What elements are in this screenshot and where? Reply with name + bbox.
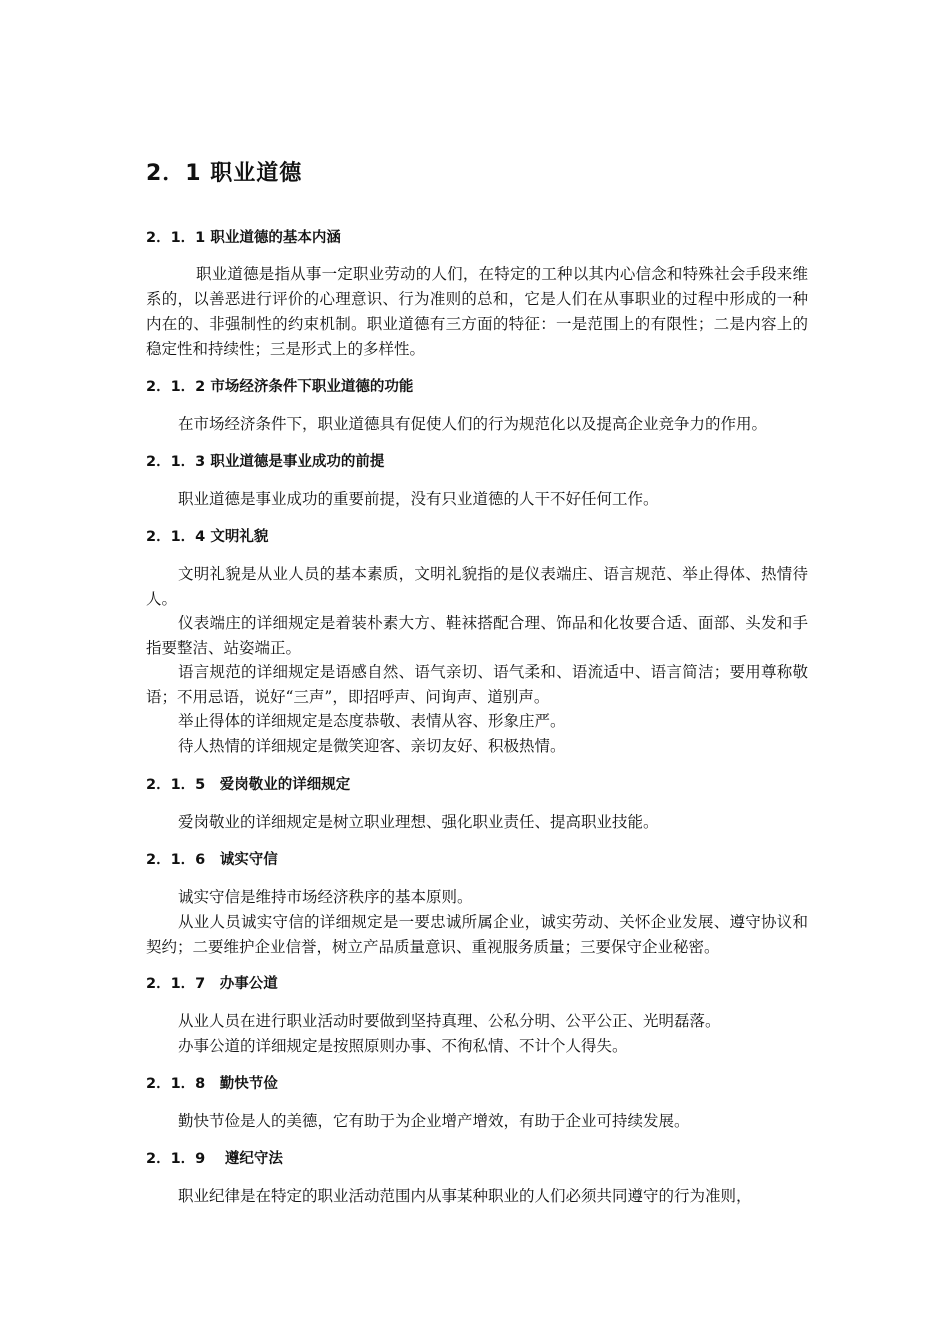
paragraph: 办事公道的详细规定是按照原则办事、不徇私情、不计个人得失。 bbox=[178, 1037, 628, 1055]
paragraph: 职业纪律是在特定的职业活动范围内从事某种职业的人们必须共同遵守的行为准则， bbox=[178, 1187, 752, 1205]
section-title: 2．1 职业道德 bbox=[146, 161, 303, 186]
paragraph: 爱岗敬业的详细规定是树立职业理想、强化职业责任、提高职业技能。 bbox=[178, 813, 659, 831]
subsection-heading-2-1-4: 2．1．4 文明礼貌 bbox=[146, 529, 269, 545]
subsection-heading-2-1-9: 2．1．9 遵纪守法 bbox=[146, 1151, 283, 1167]
paragraph: 诚实守信是维持市场经济秩序的基本原则。 bbox=[178, 888, 473, 906]
paragraph: 从业人员在进行职业活动时要做到坚持真理、公私分明、公平公正、光明磊落。 bbox=[178, 1012, 721, 1030]
paragraph: 勤快节俭是人的美德，它有助于为企业增产增效，有助于企业可持续发展。 bbox=[178, 1112, 690, 1130]
paragraph: 语言规范的详细规定是语感自然、语气亲切、语气柔和、语流适中、语言简洁；要用尊称敬语；不用忌语，说好“三声”，即招呼声、问询声、道别声。 bbox=[146, 663, 808, 706]
subsection-heading-2-1-5: 2．1．5 爱岗敬业的详细规定 bbox=[146, 777, 351, 793]
subsection-heading-2-1-6: 2．1．6 诚实守信 bbox=[146, 852, 278, 868]
subsection-heading-2-1-1: 2．1．1 职业道德的基本内涵 bbox=[146, 230, 341, 246]
subsection-heading-2-1-7: 2．1．7 办事公道 bbox=[146, 976, 278, 992]
paragraph: 仪表端庄的详细规定是着装朴素大方、鞋袜搭配合理、饰品和化妆要合适、面部、头发和手指要整洁、站姿端正。 bbox=[146, 614, 808, 657]
paragraph: 从业人员诚实守信的详细规定是一要忠诚所属企业，诚实劳动、关怀企业发展、遵守协议和契约；二要维护企业信誉，树立产品质量意识、重视服务质量；三要保守企业秘密。 bbox=[146, 913, 808, 956]
paragraph: 待人热情的详细规定是微笑迎客、亲切友好、积极热情。 bbox=[178, 737, 566, 755]
paragraph: 职业道德是事业成功的重要前提，没有只业道德的人干不好任何工作。 bbox=[178, 490, 659, 508]
subsection-heading-2-1-2: 2．1．2 市场经济条件下职业道德的功能 bbox=[146, 379, 414, 395]
subsection-heading-2-1-8: 2．1．8 勤快节俭 bbox=[146, 1076, 278, 1092]
paragraph: 在市场经济条件下，职业道德具有促使人们的行为规范化以及提高企业竞争力的作用。 bbox=[178, 415, 768, 433]
paragraph: 举止得体的详细规定是态度恭敬、表情从容、形象庄严。 bbox=[178, 712, 566, 730]
subsection-heading-2-1-3: 2．1．3 职业道德是事业成功的前提 bbox=[146, 454, 385, 470]
paragraph: 文明礼貌是从业人员的基本素质，文明礼貌指的是仪表端庄、语言规范、举止得体、热情待人。 bbox=[146, 565, 808, 608]
paragraph: 职业道德是指从事一定职业劳动的人们，在特定的工种以其内心信念和特殊社会手段来维系的，以善恶进行评价的心理意识、行为准则的总和，它是人们在从事职业的过程中形成的一种内在的、非强制性的约束机制。职业道德有三方面的特征：一是范围上的有限性；二是内容上的稳定性和持续性；三是形式上的多样性。 bbox=[146, 265, 808, 358]
